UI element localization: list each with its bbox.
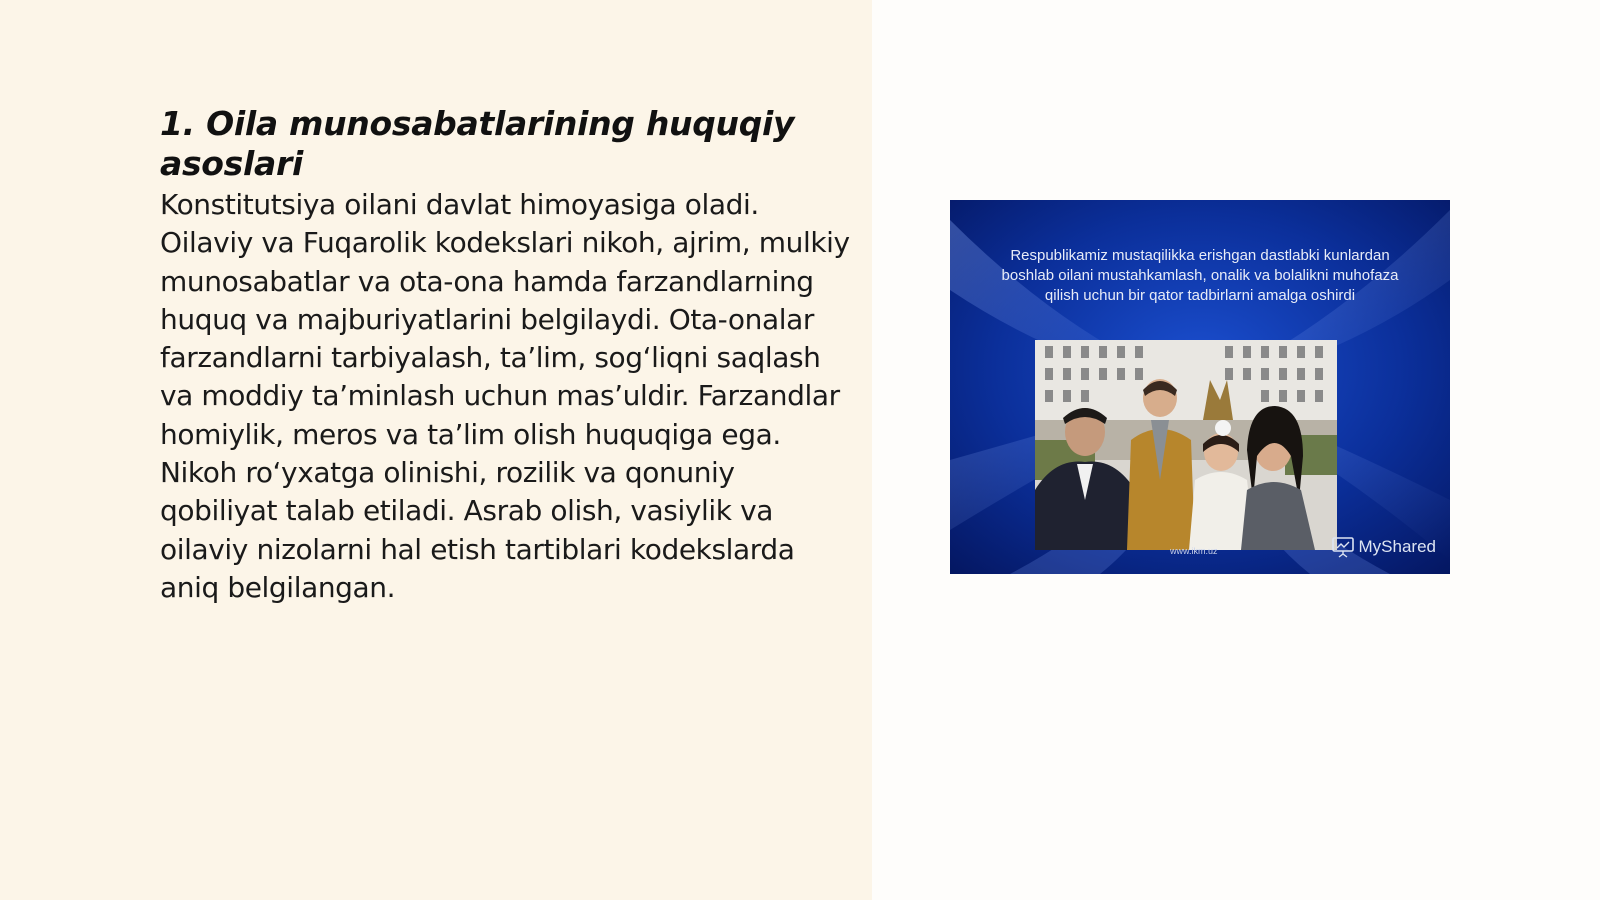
myshared-watermark (1331, 536, 1436, 558)
image-caption: Respublikamiz mustaqilikka erishgan dastlabki kunlardan boshlab oilani mustahkamlash, onalik va bolalikni muhofaza qilish uchun bir qator tadbirlarni amalga oshirdi (1001, 247, 1399, 304)
slide-image (950, 200, 1450, 574)
presentation-board-icon (1331, 536, 1355, 558)
slide-body-text: Konstitutsiya oilani davlat himoyasiga oladi. Oilaviy va Fuqarolik kodekslari nikoh, ajrim, mulkiy munosabatlar va ota-ona hamda farzandlarning huquq va majburiyatlarini belgilaydi. Ota-onalar farzandlarni tarbiyalash, ta’lim, sog‘liqni saqlash va moddiy ta’minlash uchun mas’uldir. Farzandlar homiylik, meros va ta’lim olish huquqiga ega. Nikoh ro‘yxatga olinishi, rozilik va qonuniy qobiliyat talab etiladi. Asrab olish, vasiylik va oilaviy nizolarni hal etish tartiblari kodekslarda aniq belgilangan. (160, 188, 850, 604)
watermark-label: MyShared (1358, 537, 1436, 556)
family-photo (1035, 340, 1337, 550)
slide-title: 1. Oila munosabatlarining huquqiy asoslari (160, 104, 795, 183)
image-url: www.ikm.uz (1170, 546, 1218, 556)
